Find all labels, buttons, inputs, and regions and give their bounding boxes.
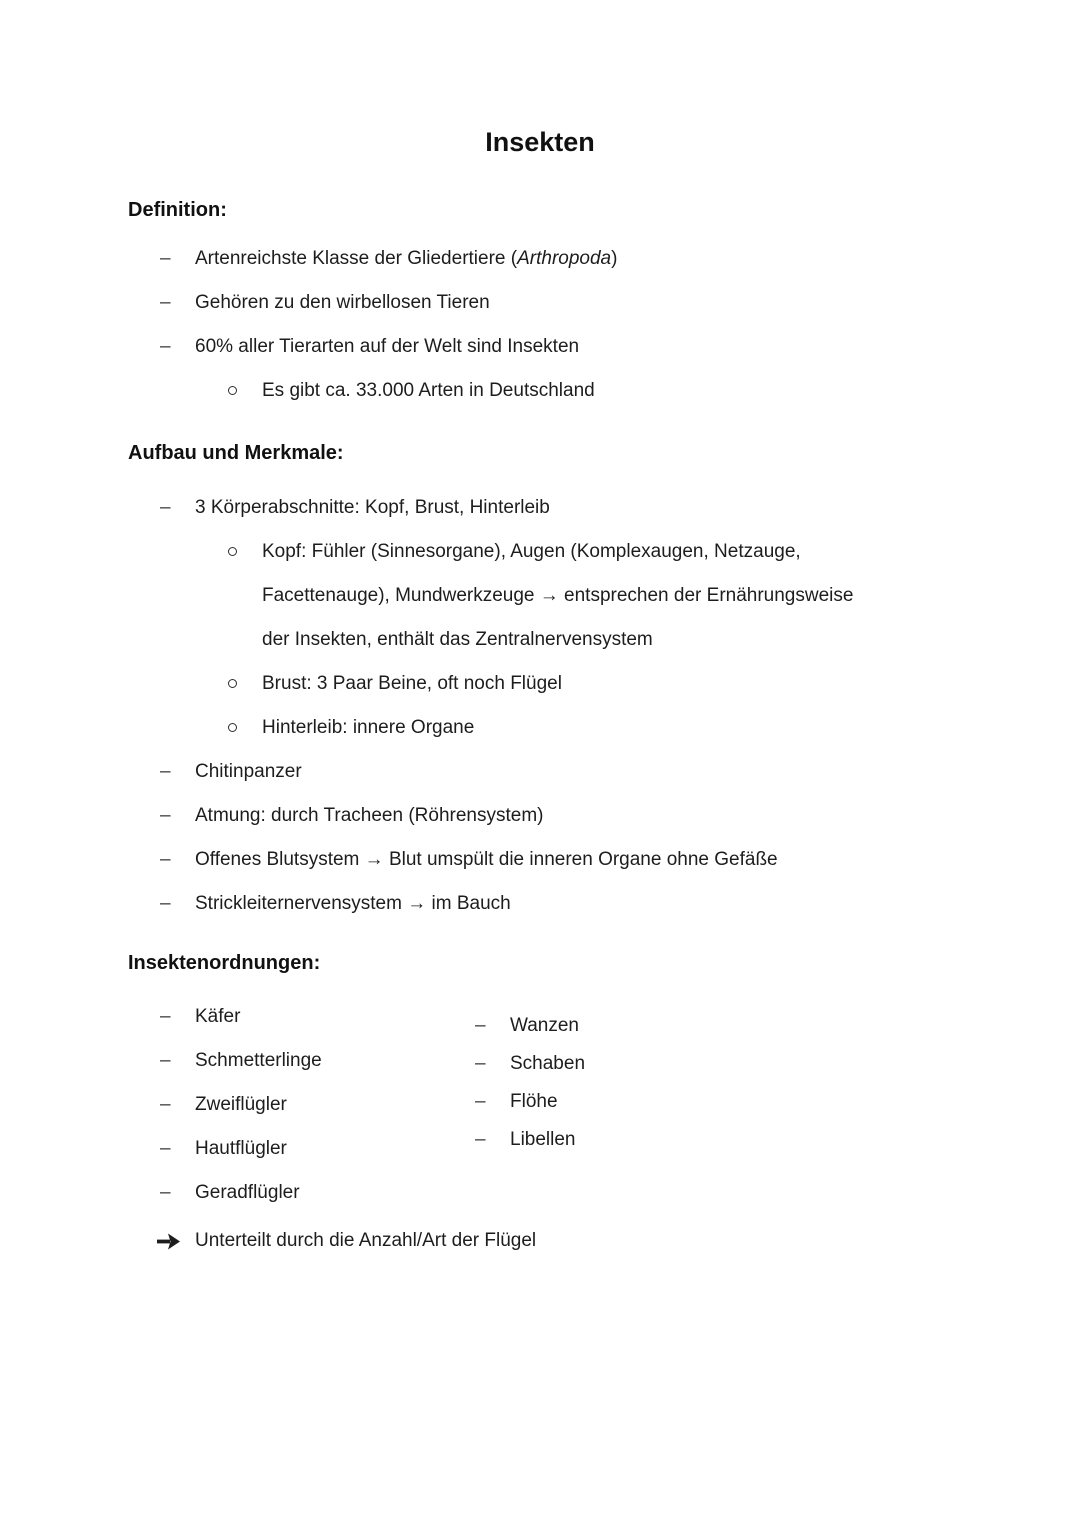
dash-bullet-icon: –	[160, 849, 171, 870]
bullet-item	[128, 281, 952, 325]
bullet-item	[128, 1083, 475, 1127]
dash-bullet-icon: –	[160, 248, 171, 269]
page-title: Insekten	[485, 127, 595, 157]
section-aufbau-und-merkmale	[128, 440, 952, 926]
bullet-text-line: der Insekten, enthält das Zentralnervensystem	[262, 629, 653, 650]
bullet-item	[128, 794, 952, 838]
bullet-item	[475, 1121, 585, 1159]
conclusion-text: Unterteilt durch die Anzahl/Art der Flügel	[195, 1230, 537, 1251]
dash-bullet-icon: –	[160, 893, 171, 914]
dash-bullet-icon: –	[160, 1182, 171, 1203]
heading-insektenordnungen: Insektenordnungen:	[128, 952, 321, 974]
dash-bullet-icon: –	[475, 1015, 486, 1036]
circle-bullet-icon	[228, 723, 237, 732]
bullet-item	[475, 1045, 585, 1083]
bullet-text-line: Facettenauge), Mundwerkzeuge → entsprechen der Ernährungsweise	[262, 585, 854, 606]
dash-bullet-icon: –	[160, 1050, 171, 1071]
bullet-text-part: Artenreichste Klasse der Gliedertiere (	[195, 248, 518, 269]
sub-bullet-item	[128, 706, 952, 750]
aufbau-bullet-list	[128, 486, 952, 926]
bullet-item	[475, 1083, 585, 1121]
bullet-item	[128, 750, 952, 794]
bullet-item	[128, 237, 952, 281]
bullet-item	[128, 1171, 475, 1215]
sub-bullet-item	[128, 662, 952, 706]
bullet-text: Es gibt ca. 33.000 Arten in Deutschland	[262, 380, 595, 401]
bullet-text-part: )	[611, 248, 618, 269]
dash-bullet-icon: –	[475, 1091, 486, 1112]
insect-orders-right-column	[475, 1007, 585, 1215]
bullet-item	[128, 486, 952, 530]
circle-bullet-icon	[228, 679, 237, 688]
dash-bullet-icon: –	[475, 1053, 486, 1074]
dash-bullet-icon: –	[160, 497, 171, 518]
section-definition	[128, 197, 952, 413]
insect-orders-columns	[128, 995, 952, 1215]
bullet-item	[128, 1039, 475, 1083]
bullet-text: Gehören zu den wirbellosen Tieren	[195, 292, 490, 313]
bullet-item	[128, 1127, 475, 1171]
bullet-text: Hautflügler	[195, 1138, 287, 1159]
sub-bullet-item	[128, 369, 952, 413]
section-insektenordnungen	[128, 950, 952, 1263]
dash-bullet-icon: –	[160, 336, 171, 357]
sub-bullet-item-kopf	[128, 530, 952, 662]
dash-bullet-icon: –	[160, 761, 171, 782]
definition-bullet-list	[128, 237, 952, 413]
bullet-text: Geradflügler	[195, 1182, 300, 1203]
heading-definition: Definition:	[128, 199, 227, 221]
bullet-text-line: Kopf: Fühler (Sinnesorgane), Augen (Komplexaugen, Netzauge,	[262, 541, 801, 562]
dash-bullet-icon: –	[160, 1006, 171, 1027]
conclusion-line	[128, 1219, 952, 1263]
circle-bullet-icon	[228, 547, 237, 556]
dash-bullet-icon: –	[475, 1129, 486, 1150]
bullet-text: 60% aller Tierarten auf der Welt sind Insekten	[195, 336, 580, 357]
bullet-text: Strickleiternervensystem → im Bauch	[195, 893, 511, 914]
bullet-text: Schmetterlinge	[195, 1050, 322, 1071]
dash-bullet-icon: –	[160, 1138, 171, 1159]
dash-bullet-icon: –	[160, 1094, 171, 1115]
arrow-right-icon	[157, 1233, 181, 1250]
insect-orders-left-column	[128, 995, 475, 1215]
bullet-text-italic: Arthropoda	[517, 248, 612, 269]
bullet-text: Wanzen	[510, 1015, 579, 1036]
bullet-text: Libellen	[510, 1129, 576, 1150]
bullet-text: Schaben	[510, 1053, 586, 1074]
bullet-text: Offenes Blutsystem → Blut umspült die inneren Organe ohne Gefäße	[195, 849, 778, 870]
bullet-text	[195, 248, 617, 269]
dash-bullet-icon: –	[160, 805, 171, 826]
bullet-item	[128, 838, 952, 882]
bullet-text: 3 Körperabschnitte: Kopf, Brust, Hinterleib	[195, 497, 550, 518]
circle-bullet-icon	[228, 386, 237, 395]
heading-aufbau-und-merkmale: Aufbau und Merkmale:	[128, 442, 344, 464]
bullet-text: Käfer	[195, 1006, 241, 1027]
bullet-item	[475, 1007, 585, 1045]
bullet-item	[128, 995, 475, 1039]
dash-bullet-icon: –	[160, 292, 171, 313]
bullet-text: Hinterleib: innere Organe	[262, 717, 475, 738]
bullet-text: Brust: 3 Paar Beine, oft noch Flügel	[262, 673, 562, 694]
bullet-text: Zweiflügler	[195, 1094, 287, 1115]
bullet-item	[128, 325, 952, 369]
bullet-text: Chitinpanzer	[195, 761, 302, 782]
bullet-text: Flöhe	[510, 1091, 558, 1112]
bullet-text: Atmung: durch Tracheen (Röhrensystem)	[195, 805, 544, 826]
bullet-item	[128, 882, 952, 926]
